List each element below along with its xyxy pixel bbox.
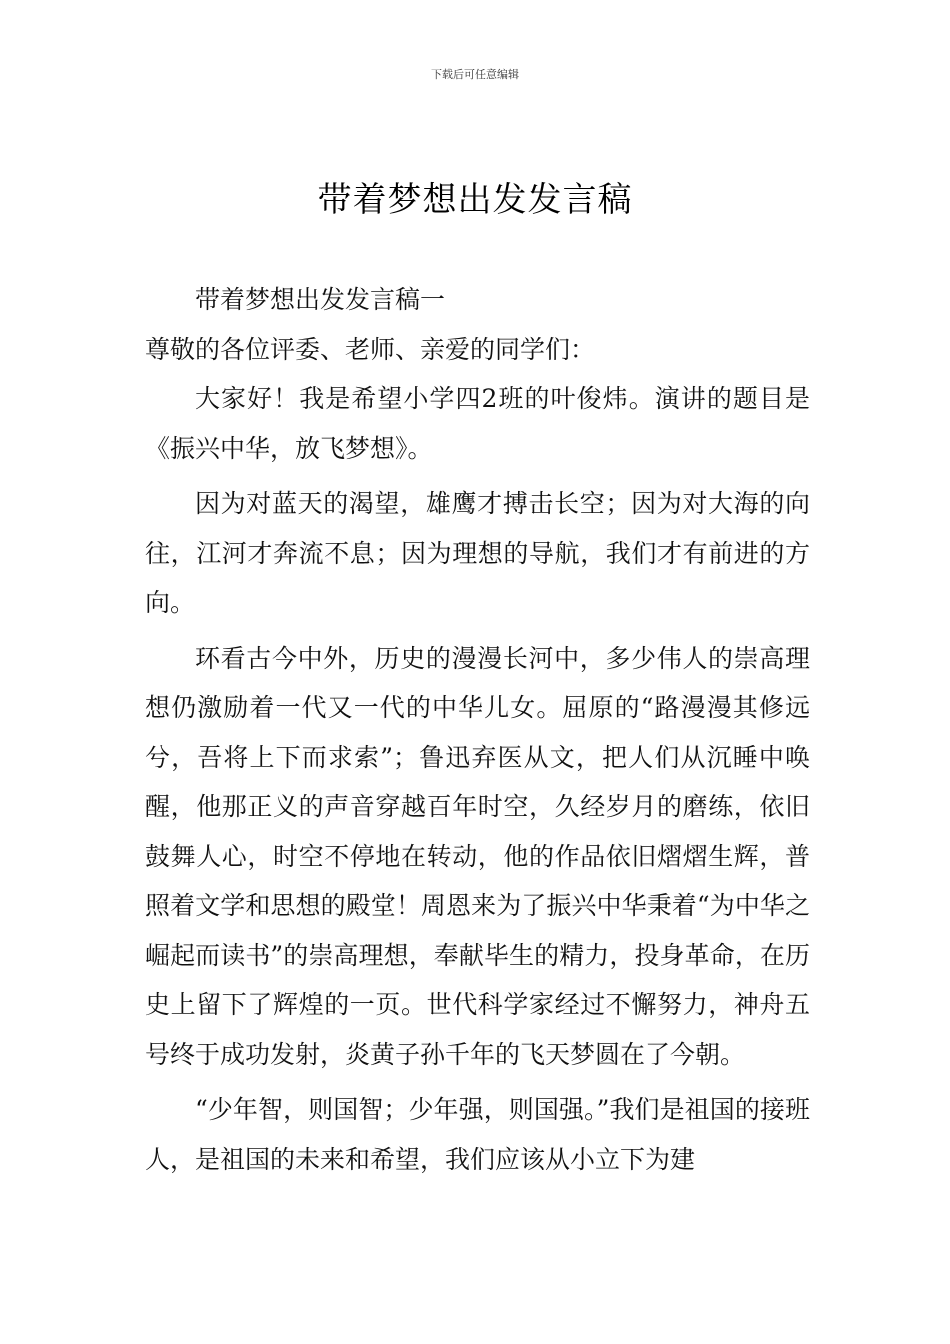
paragraph: 环看古今中外，历史的漫漫长河中，多少伟人的崇高理想仍激励着一代又一代的中华儿女。屈原的“路漫漫其修远兮，吾将上下而求索”；鲁迅弃医从文，把人们从沉睡中唤醒，他那正义的声音穿越百年时空，久经岁月的磨练，依旧鼓舞人心，时空不停地在转动，他的作品依旧熠熠生辉，普照着文学和思想的殿堂！周恩来为了振兴中华秉着“为中华之崛起而读书”的崇高理想，奉献毕生的精力，投身革命，在历史上留下了辉煌的一页。世代科学家经过不懈努力，神舟五号终于成功发射，炎黄子孙千年的飞天梦圆在了今朝。 — [145, 643, 810, 1069]
document-subtitle: 带着梦想出发发言稿一 — [195, 285, 446, 314]
header-note: 下载后可任意编辑 — [431, 68, 519, 81]
document-title: 带着梦想出发发言稿 — [317, 180, 633, 220]
document-body — [145, 275, 810, 1184]
paragraph: 因为对蓝天的渴望，雄鹰才搏击长空；因为对大海的向往，江河才奔流不息；因为理想的导航，我们才有前进的方向。 — [145, 489, 810, 617]
salutation: 尊敬的各位评委、老师、亲爱的同学们： — [145, 334, 596, 364]
paragraph: “少年智，则国智；少年强，则国强。”我们是祖国的接班人，是祖国的未来和希望，我们应该从小立下为建 — [145, 1095, 810, 1174]
paragraph: 大家好！我是希望小学四2班的叶俊炜。演讲的题目是《振兴中华，放飞梦想》。 — [145, 384, 810, 463]
